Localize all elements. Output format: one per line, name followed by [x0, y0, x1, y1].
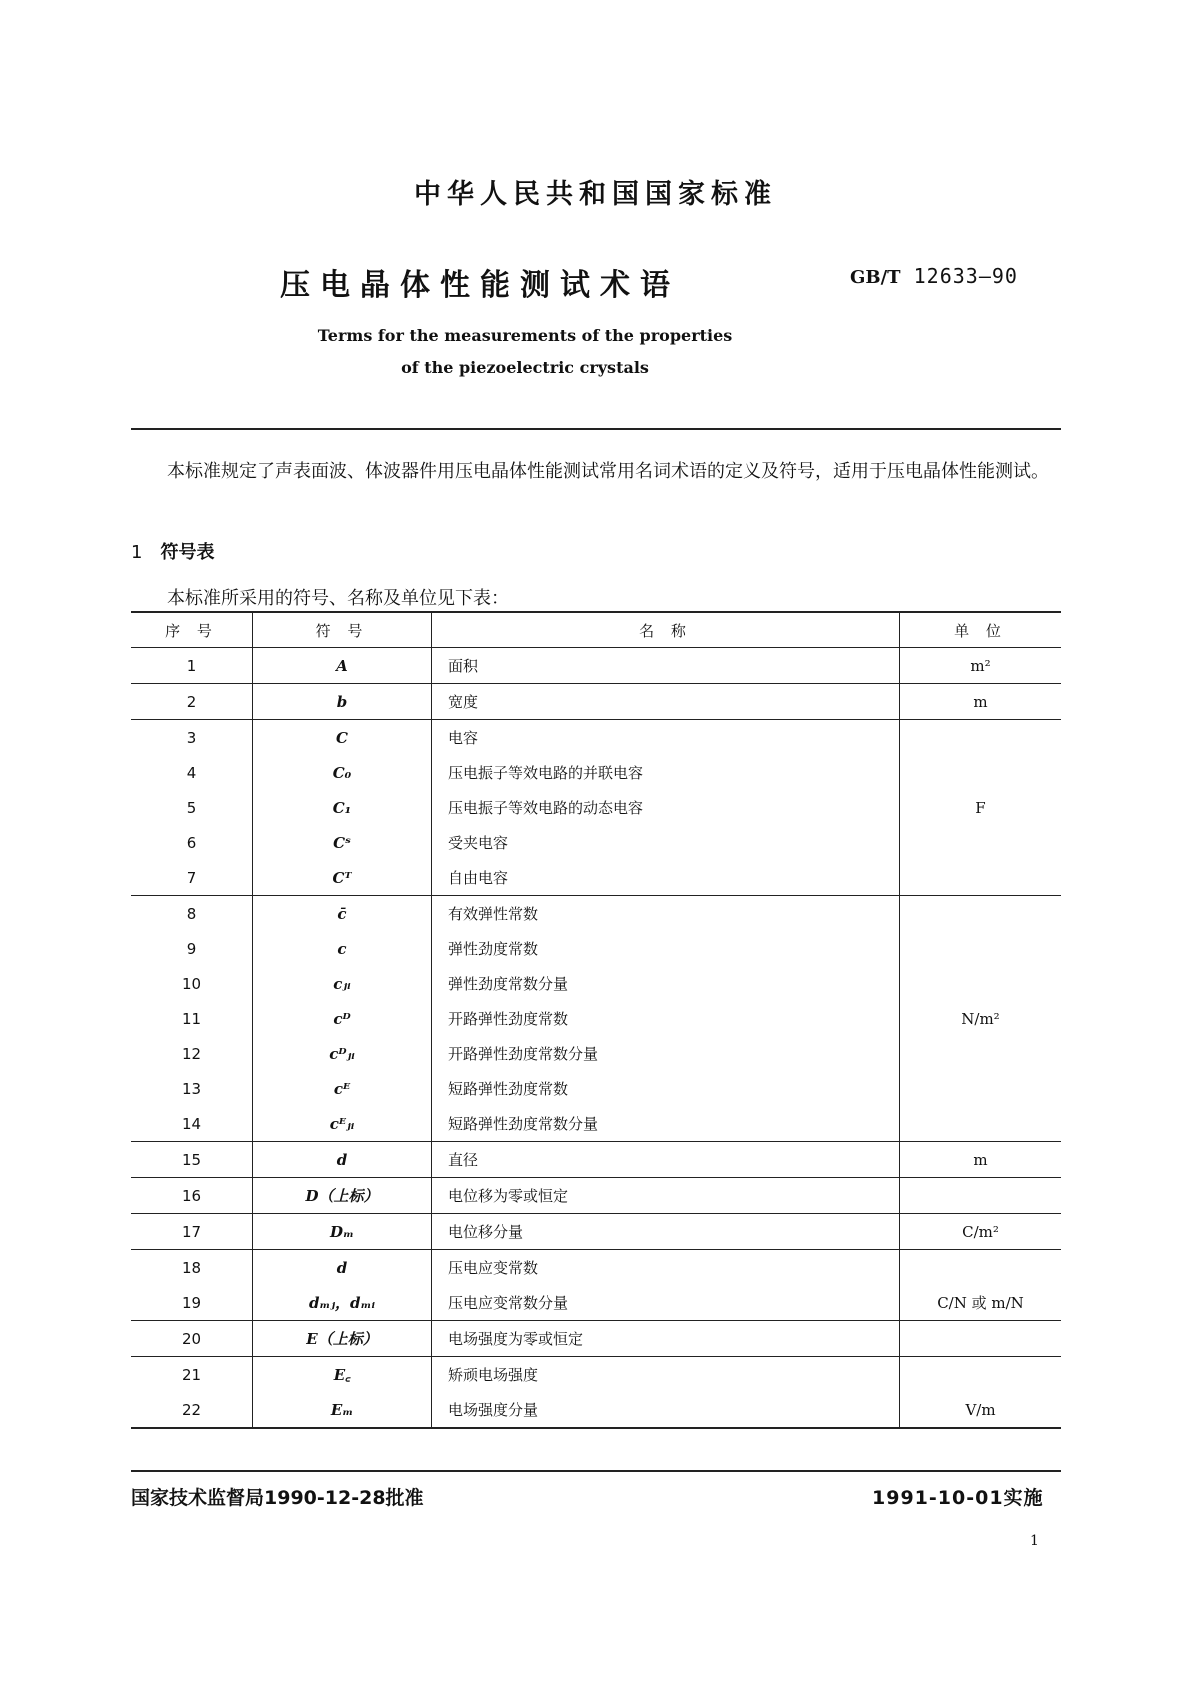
- row-unit: C/m²: [900, 1214, 1062, 1250]
- section-number: 1: [131, 542, 143, 563]
- row-no: 19: [131, 1285, 253, 1321]
- row-name: 宽度: [432, 684, 900, 720]
- row-no: 2: [131, 684, 253, 720]
- row-symbol: cᴱⱼᵢ: [253, 1106, 432, 1142]
- header-divider: [131, 428, 1061, 430]
- table-row: [131, 860, 1061, 896]
- row-symbol: C: [253, 720, 432, 756]
- table-row: [131, 1357, 1061, 1393]
- row-symbol: C₀: [253, 755, 432, 790]
- table-row: [131, 1071, 1061, 1106]
- row-name: 电场强度为零或恒定: [432, 1321, 900, 1357]
- table-row: [131, 1106, 1061, 1142]
- standard-code: [850, 264, 1018, 288]
- row-symbol: cᴱ: [253, 1071, 432, 1106]
- table-header-row: [131, 612, 1061, 648]
- table-row: [131, 1392, 1061, 1428]
- row-unit: m²: [900, 648, 1062, 684]
- row-unit: [900, 1036, 1062, 1071]
- row-no: 6: [131, 825, 253, 860]
- table-row: [131, 825, 1061, 860]
- row-no: 14: [131, 1106, 253, 1142]
- row-no: 18: [131, 1250, 253, 1286]
- row-no: 13: [131, 1071, 253, 1106]
- row-unit: [900, 896, 1062, 932]
- row-name: 电场强度分量: [432, 1392, 900, 1428]
- row-name: 弹性劲度常数分量: [432, 966, 900, 1001]
- row-symbol: E（上标）: [253, 1321, 432, 1357]
- table-row: [131, 1142, 1061, 1178]
- table-row: [131, 1321, 1061, 1357]
- row-symbol: cᴰ: [253, 1001, 432, 1036]
- row-symbol: Cᵀ: [253, 860, 432, 896]
- table-row: [131, 648, 1061, 684]
- header-unit: 单 位: [900, 612, 1062, 648]
- row-name: 短路弹性劲度常数分量: [432, 1106, 900, 1142]
- row-symbol: d: [253, 1250, 432, 1286]
- row-name: 受夹电容: [432, 825, 900, 860]
- row-no: 5: [131, 790, 253, 825]
- row-no: 7: [131, 860, 253, 896]
- row-symbol: dₘⱼ，dₘᵢ: [253, 1285, 432, 1321]
- row-unit: [900, 1178, 1062, 1214]
- row-no: 3: [131, 720, 253, 756]
- row-symbol: cⱼᵢ: [253, 966, 432, 1001]
- effective-date: 1991-10-01实施: [872, 1487, 1044, 1509]
- row-symbol: A: [253, 648, 432, 684]
- row-name: 弹性劲度常数: [432, 931, 900, 966]
- table-row: [131, 684, 1061, 720]
- row-name: 开路弹性劲度常数分量: [432, 1036, 900, 1071]
- row-name: 开路弹性劲度常数: [432, 1001, 900, 1036]
- row-symbol: Eₘ: [253, 1392, 432, 1428]
- table-row: [131, 720, 1061, 756]
- table-row: [131, 966, 1061, 1001]
- row-name: 矫顽电场强度: [432, 1357, 900, 1393]
- row-name: 短路弹性劲度常数: [432, 1071, 900, 1106]
- row-symbol: D（上标）: [253, 1178, 432, 1214]
- header-symbol: 符 号: [253, 612, 432, 648]
- row-symbol: Dₘ: [253, 1214, 432, 1250]
- row-unit: V/m: [900, 1392, 1062, 1428]
- table-row: [131, 931, 1061, 966]
- document-title: 压电晶体性能测试术语: [280, 268, 680, 303]
- table-row: [131, 1001, 1061, 1036]
- table-row: [131, 1178, 1061, 1214]
- row-no: 20: [131, 1321, 253, 1357]
- intro-paragraph: 本标准规定了声表面波、体波器件用压电晶体性能测试常用名词术语的定义及符号，适用于压电晶体性能测试。: [167, 461, 1049, 482]
- table-row: [131, 790, 1061, 825]
- english-title-line1: Terms for the measurements of the properties: [317, 326, 733, 345]
- row-unit: [900, 1250, 1062, 1286]
- row-symbol: c: [253, 931, 432, 966]
- table-row: [131, 1285, 1061, 1321]
- row-unit: [900, 755, 1062, 790]
- row-name: 压电振子等效电路的并联电容: [432, 755, 900, 790]
- row-no: 12: [131, 1036, 253, 1071]
- row-unit: [900, 931, 1062, 966]
- row-symbol: C₁: [253, 790, 432, 825]
- row-unit: N/m²: [961, 1009, 1000, 1028]
- row-unit: [900, 966, 1062, 1001]
- row-name: 电位移分量: [432, 1214, 900, 1250]
- row-no: 8: [131, 896, 253, 932]
- table-row: [131, 1250, 1061, 1286]
- row-name: 电容: [432, 720, 900, 756]
- row-no: 9: [131, 931, 253, 966]
- row-name: 电位移为零或恒定: [432, 1178, 900, 1214]
- row-unit: [900, 1321, 1062, 1357]
- row-symbol: cᴰⱼᵢ: [253, 1036, 432, 1071]
- row-no: 11: [131, 1001, 253, 1036]
- page-number: 1: [1030, 1533, 1039, 1549]
- footer-divider: [131, 1470, 1061, 1472]
- section-heading: [131, 538, 214, 564]
- approval-info: 国家技术监督局1990-12-28批准: [131, 1487, 424, 1509]
- row-symbol: c̄: [253, 896, 432, 932]
- standard-code-prefix: GB/T: [850, 267, 901, 288]
- row-unit: [900, 720, 1062, 756]
- table-row: [131, 896, 1061, 932]
- row-no: 16: [131, 1178, 253, 1214]
- row-name: 面积: [432, 648, 900, 684]
- row-no: 21: [131, 1357, 253, 1393]
- row-no: 4: [131, 755, 253, 790]
- table-row: [131, 1214, 1061, 1250]
- row-symbol: Cˢ: [253, 825, 432, 860]
- row-symbol: E꜀: [253, 1357, 432, 1393]
- table-row: [131, 1036, 1061, 1071]
- header-no: 序 号: [131, 612, 253, 648]
- row-unit: [900, 825, 1062, 860]
- table-caption: 本标准所采用的符号、名称及单位见下表：: [167, 588, 509, 609]
- standard-code-number: 12633—90: [913, 264, 1018, 288]
- row-no: 15: [131, 1142, 253, 1178]
- row-name: 压电应变常数: [432, 1250, 900, 1286]
- row-unit: m: [900, 1142, 1062, 1178]
- row-unit: [900, 860, 1062, 896]
- row-unit: C/N 或 m/N: [900, 1285, 1062, 1321]
- row-unit: F: [975, 798, 986, 817]
- row-unit: m: [900, 684, 1062, 720]
- row-unit: [900, 1357, 1062, 1393]
- row-unit: [900, 1071, 1062, 1106]
- row-symbol: b: [253, 684, 432, 720]
- english-title-line2: of the piezoelectric crystals: [401, 358, 649, 377]
- row-name: 压电应变常数分量: [432, 1285, 900, 1321]
- row-name: 压电振子等效电路的动态电容: [432, 790, 900, 825]
- row-no: 10: [131, 966, 253, 1001]
- row-no: 22: [131, 1392, 253, 1428]
- row-unit: [900, 1106, 1062, 1142]
- row-name: 有效弹性常数: [432, 896, 900, 932]
- row-no: 17: [131, 1214, 253, 1250]
- row-symbol: d: [253, 1142, 432, 1178]
- row-name: 直径: [432, 1142, 900, 1178]
- row-name: 自由电容: [432, 860, 900, 896]
- table-row: [131, 755, 1061, 790]
- row-no: 1: [131, 648, 253, 684]
- table-body: [131, 648, 1061, 1429]
- header-name: 名 称: [432, 612, 900, 648]
- national-standard-heading: 中华人民共和国国家标准: [414, 179, 777, 210]
- section-title: 符号表: [160, 542, 215, 563]
- symbol-table: [131, 611, 1061, 1429]
